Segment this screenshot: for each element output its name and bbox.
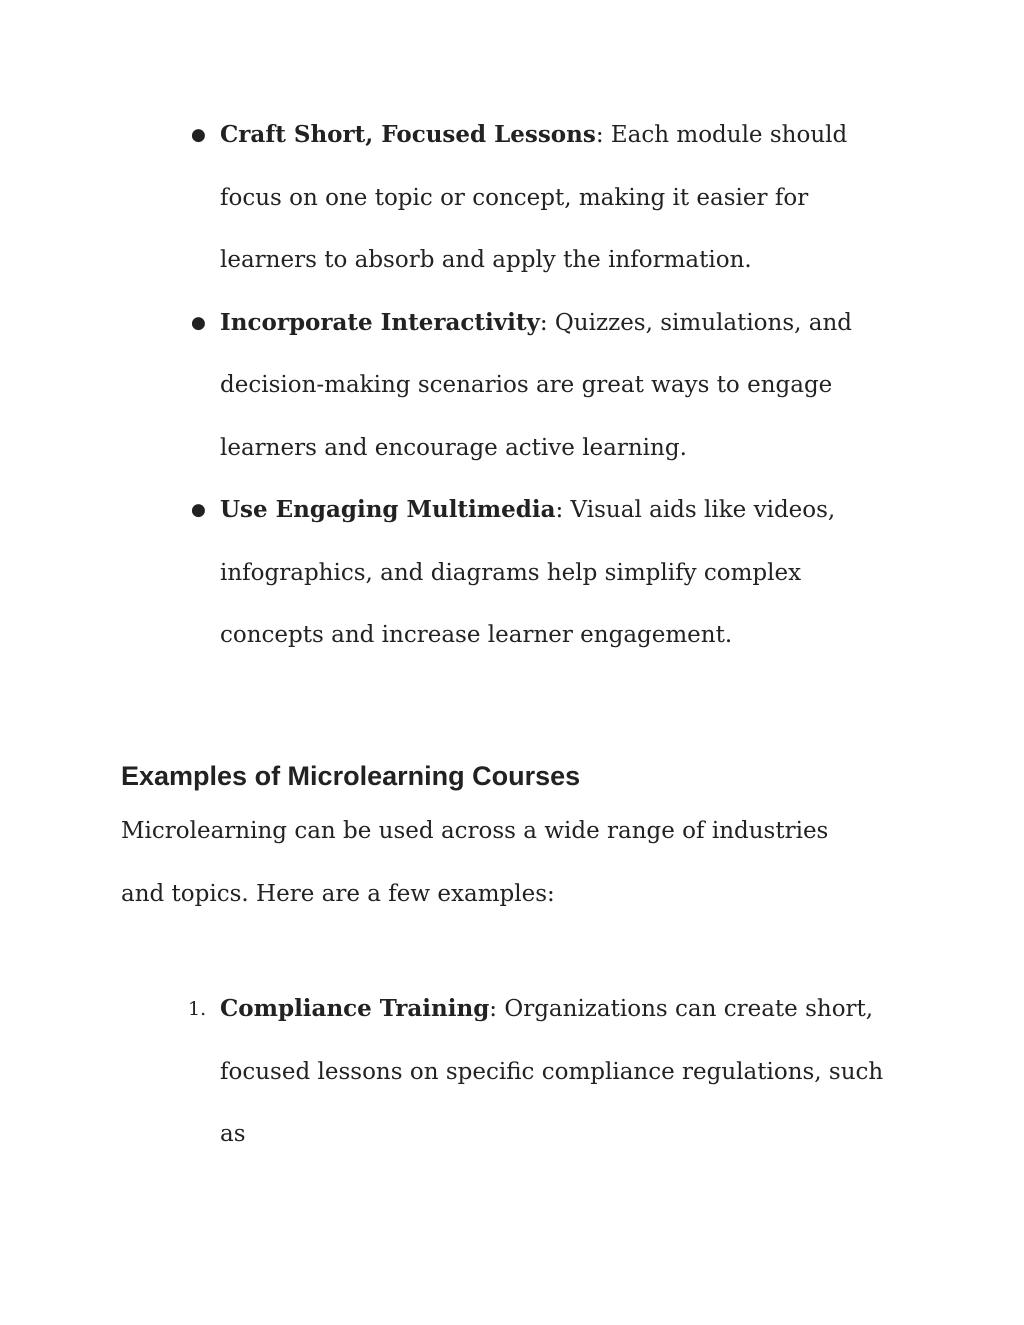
tips-bullet-list: [0, 104, 910, 667]
section-intro-paragraph: Microlearning can be used across a wide range of industries and topics. Here are a few examples:: [121, 818, 829, 907]
list-item-title: Craft Short, Focused Lessons: [220, 121, 596, 148]
section-heading: Examples of Microlearning Courses: [121, 761, 581, 791]
number-marker: 1.: [188, 998, 207, 1020]
list-item-text: : Organizations can create short, focused lessons on specific compliance regulations, such as: [220, 996, 884, 1147]
list-item-text: : Visual aids like videos, infographics, and diagrams help simplify complex concepts and increase learner engagement.: [220, 497, 836, 648]
list-item: [0, 292, 910, 480]
list-item-title: Incorporate Interactivity: [220, 308, 540, 336]
bullet-marker: ●: [191, 500, 206, 520]
bullet-marker: ●: [191, 125, 206, 145]
list-item-text: : Each module should focus on one topic or concept, making it easier for learners to absorb and apply the information.: [220, 122, 848, 273]
list-item: [0, 104, 910, 292]
list-item-text: : Quizzes, simulations, and decision-making scenarios are great ways to engage learners and encourage active learning.: [220, 309, 853, 461]
bullet-marker: ●: [191, 312, 206, 333]
list-item: [0, 479, 910, 667]
list-item-title: Use Engaging Multimedia: [220, 496, 556, 523]
list-item-title: Compliance Training: [220, 995, 490, 1022]
examples-numbered-list: [0, 978, 910, 1166]
list-item: [0, 978, 910, 1166]
